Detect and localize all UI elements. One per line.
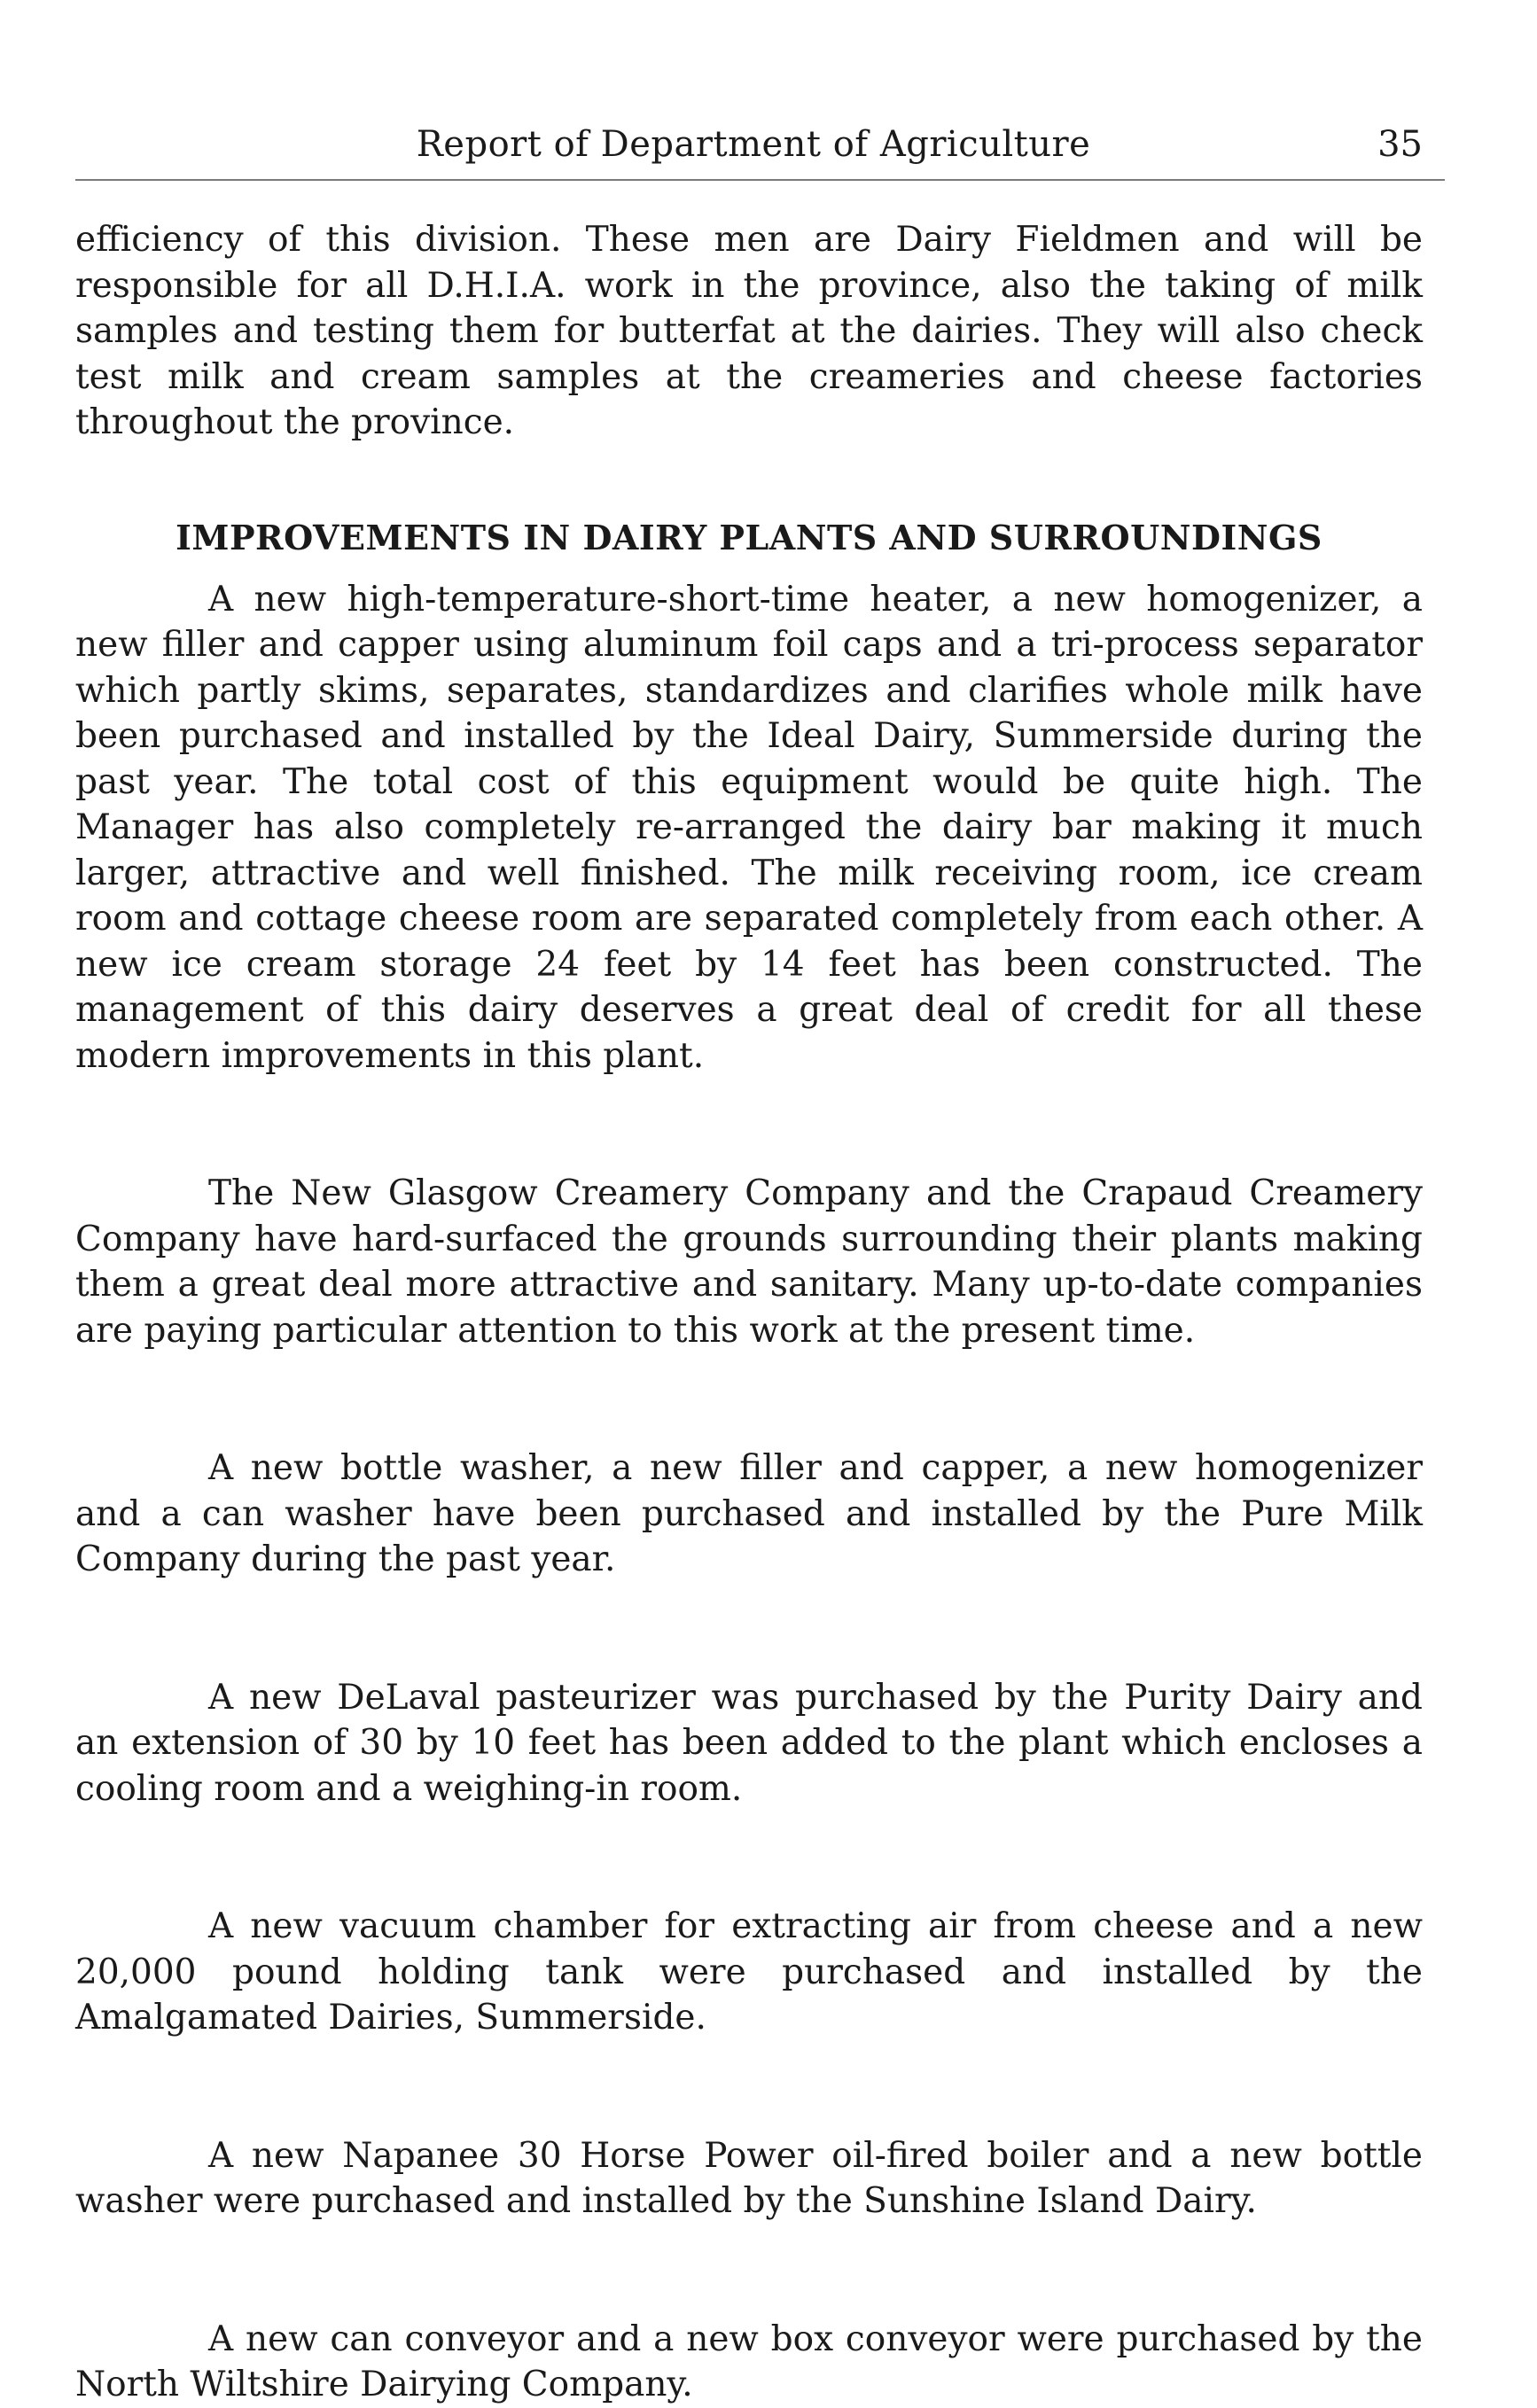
spacer <box>75 1079 1423 1171</box>
page-body <box>75 217 1423 2408</box>
intro-paragraph: efficiency of this division. These men are Dairy Fieldmen and will be responsible for all D.H.I.A. work in the province, also the taking of milk samples and testing them for butterfat at the dairies. They will also check test milk and cream samples at the creameries and cheese factories throughout the province. <box>75 220 1423 442</box>
section-heading: IMPROVEMENTS IN DAIRY PLANTS AND SURROUNDINGS <box>176 517 1322 557</box>
spacer <box>75 561 1423 577</box>
paragraph-sunshine-island: A new Napanee 30 Horse Power oil-fired boiler and a new bottle washer were purchased and installed by the Sunshine Island Dairy. <box>75 2135 1423 2221</box>
spacer <box>75 1812 1423 1904</box>
spacer <box>75 1583 1423 1675</box>
header-rule <box>75 179 1445 181</box>
paragraph-purity-dairy: A new DeLaval pasteurizer was purchased by the Purity Dairy and an extension of 30 by 10 feet has been added to the plant which encloses a cooling room and a weighing-in room. <box>75 1677 1423 1809</box>
running-title: Report of Department of Agriculture <box>416 124 1091 165</box>
paragraph-pure-milk: A new bottle washer, a new filler and capper, a new homogenizer and a can washer have been purchased and installed by the Pure Milk Company during the past year. <box>75 1448 1423 1579</box>
spacer <box>75 2041 1423 2133</box>
spacer <box>75 446 1423 515</box>
paragraph-amalgamated: A new vacuum chamber for extracting air from cheese and a new 20,000 pound holding tank were purchased and installed by the Amalgamated Dairies, Summerside. <box>75 1906 1423 2038</box>
paragraph-new-glasgow: The New Glasgow Creamery Company and the Crapaud Creamery Company have hard-surfaced the grounds surrounding their plants making them a great deal more attractive and sanitary. Many up-to-date companies are paying particular attention to this work at the present time. <box>75 1173 1423 1351</box>
paragraph-north-wiltshire: A new can conveyor and a new box conveyor were purchased by the North Wiltshire Dairying Company. <box>75 2318 1423 2404</box>
page-header <box>75 117 1432 172</box>
spacer <box>75 2225 1423 2317</box>
paragraph-ideal-dairy: A new high-temperature-short-time heater, a new homogenizer, a new filler and capper using aluminum foil caps and a tri-process separator which partly skims, separates, standardizes and clarifies whole milk have been purchased and installed by the Ideal Dairy, Summerside during the past year. The total cost of this equipment would be quite high. The Manager has also completely re-arranged the dairy bar making it much larger, attractive and well finished. The milk receiving room, ice cream room and cottage cheese room are separated completely from each other. A new ice cream storage 24 feet by 14 feet has been constructed. The management of this dairy deserves a great deal of credit for all these modern improvements in this plant. <box>75 579 1423 1076</box>
spacer <box>75 1353 1423 1446</box>
page-number: 35 <box>1377 124 1423 165</box>
